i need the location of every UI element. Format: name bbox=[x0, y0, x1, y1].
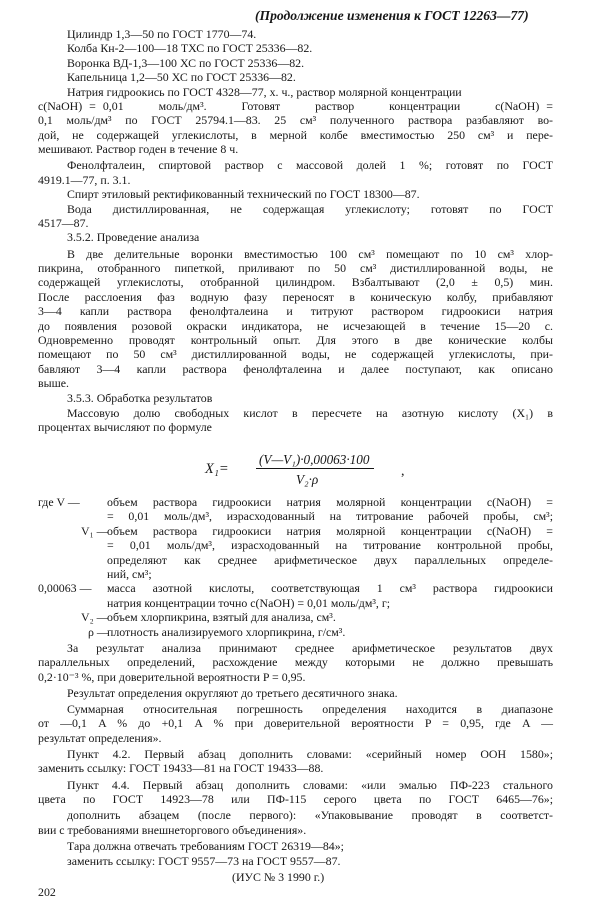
text-line: Суммарная относительная погрешность определения находится в диапазоне bbox=[67, 702, 553, 716]
text-line: За результат анализа принимают среднее арифметическое результатов двух bbox=[67, 640, 553, 655]
text-line: дополнить абзацем (после первого): «Упаковывание проводят в соответст- bbox=[67, 807, 553, 822]
text-line: мешивают. Раствор годен в течение 8 ч. bbox=[38, 142, 239, 157]
text-line: Массовую долю свободных кислот в пересчете на азотную кислоту (X₁) в bbox=[67, 405, 553, 420]
text-line: заменить ссылку: ГОСТ 19433—81 на ГОСТ 19433—88. bbox=[38, 761, 324, 776]
where-label: V₂ — bbox=[81, 610, 109, 625]
text-line: Спирт этиловый ректификованный технический по ГОСТ 18300—87. bbox=[67, 187, 420, 202]
where-label: ρ — bbox=[88, 624, 109, 639]
text-line: 4919.1—77, п. 3.1. bbox=[38, 172, 131, 187]
formula-numerator: (V—V₁)·0,00063·100 bbox=[259, 451, 370, 467]
text-line: Пункт 4.2. Первый абзац дополнить словами: «серийный номер ООН 1580»; bbox=[67, 747, 553, 761]
text-line: от —0,1 A % до +0,1 A % при доверительной вероятности P = 0,95, где A — bbox=[38, 716, 553, 731]
text-line: В две делительные воронки вместимостью 100 см³ помещают по 10 см³ хлор- bbox=[67, 246, 553, 261]
text-line: 3—4 капли раствора фенолфталеина и титруют раствором гидроокиси натрия bbox=[38, 304, 553, 319]
section-title: 3.5.2. Проведение анализа bbox=[67, 230, 200, 245]
apparatus-line: Капельница 1,2—50 ХС по ГОСТ 25336—82. bbox=[67, 70, 296, 85]
where-label: V₁ — bbox=[81, 523, 109, 538]
where-line: объем раствора гидроокиси натрия молярной концентрации c(NaOH) = bbox=[107, 495, 553, 509]
where-line: = 0,01 моль/дм³, израсходованный на титрование контрольной пробы, bbox=[107, 538, 553, 553]
text-line: цвета по ГОСТ 14923—78 или ПФ-115 серого цвета по ГОСТ 6465—76»; bbox=[38, 792, 553, 806]
text-line: бавляют 3—4 капли раствора фенолфталеина и далее поступают, как описано bbox=[38, 361, 553, 376]
where-line: объем хлорпикрина, взятый для анализа, см³. bbox=[107, 610, 336, 625]
text-line: заменить ссылку: ГОСТ 9557—73 на ГОСТ 9557—87. bbox=[67, 854, 341, 868]
text-line: Пункт 4.4. Первый абзац дополнить словами: «или эмалью ПФ-223 стального bbox=[67, 777, 553, 792]
text-line: Натрия гидроокись по ГОСТ 4328—77, х. ч., раствор молярной концентрации bbox=[67, 84, 462, 99]
page-header: (Продолжение изменения к ГОСТ 12263—77) bbox=[255, 8, 529, 23]
where-line: = 0,01 моль/дм³, израсходованный на титрование рабочей пробы, см³; bbox=[107, 509, 553, 524]
ius-note: (ИУС № 3 1990 г.) bbox=[232, 869, 325, 884]
where-label: 0,00063 — bbox=[38, 581, 92, 596]
text-line: Тара должна отвечать требованиям ГОСТ 26319—84»; bbox=[67, 838, 344, 853]
where-line: натрия концентрации точно c(NaOH) = 0,01 моль/дм³, г; bbox=[107, 595, 391, 610]
text-line: Одновременно проводят контрольный опыт. Для этого в две конические колбы bbox=[38, 332, 553, 347]
text-line: процентах вычисляют по формуле bbox=[38, 420, 212, 435]
section-title: 3.5.3. Обработка результатов bbox=[67, 391, 213, 406]
text-line: 4517—87. bbox=[38, 215, 89, 230]
where-label: где V — bbox=[38, 495, 80, 509]
apparatus-line: Цилиндр 1,3—50 по ГОСТ 1770—74. bbox=[67, 26, 257, 41]
formula-lhs: X₁= bbox=[205, 460, 229, 477]
text-line: После расслоения фаз водную фазу переносят в коническую колбу, прибавляют bbox=[38, 289, 553, 304]
text-line: дой, не содержащей углекислоты, в мерной колбе вместимостью 250 см³ и пере- bbox=[38, 127, 553, 142]
where-line: масса азотной кислоты, соответствующая 1 см³ раствора гидроокиси bbox=[107, 581, 553, 596]
text-line: выше. bbox=[38, 376, 69, 391]
formula-denominator: V₂·ρ bbox=[296, 471, 319, 487]
text-line: результат определения». bbox=[38, 730, 162, 745]
where-line: определяют как среднее арифметическое двух параллельных определе- bbox=[107, 552, 553, 567]
formula-tail: , bbox=[401, 463, 405, 479]
text-line: c(NaOH) = 0,01 моль/дм³. Готовят раствор концентрации c(NaOH) = bbox=[38, 98, 553, 113]
where-line: объем раствора гидроокиси натрия молярной концентрации c(NaOH) = bbox=[107, 523, 553, 538]
apparatus-line: Воронка ВД-1,3—100 ХС по ГОСТ 25336—82. bbox=[67, 55, 305, 70]
fraction-bar bbox=[256, 468, 374, 469]
text-line: Результат определения округляют до третьего десятичного знака. bbox=[67, 685, 398, 700]
apparatus-line: Колба Кн-2—100—18 ТХС по ГОСТ 25336—82. bbox=[67, 41, 313, 56]
page-number: 202 bbox=[38, 885, 56, 899]
text-line: вии с требованиями внешнеторгового объединения». bbox=[38, 823, 307, 837]
text-line: 0,2·10⁻³ %, при доверительной вероятности P = 0,95. bbox=[38, 669, 306, 684]
where-line: ний, см³; bbox=[107, 567, 152, 581]
where-line: плотность анализируемого хлорпикрина, г/см³. bbox=[107, 624, 346, 639]
text-line: содержащей углекислоты, отобранной цилиндром. Взбалтывают (2,0 ± 0,5) мин. bbox=[38, 275, 553, 290]
text-line: пикрина, отобранного пипеткой, приливают по 50 см³ дистиллированной воды, не bbox=[38, 260, 553, 275]
text-line: помещают по 50 см³ дистиллированной воды, не содержащей углекислоты, при- bbox=[38, 347, 553, 362]
text-line: параллельных определений, расхождение между которыми не должно превышать bbox=[38, 655, 553, 670]
text-line: Вода дистиллированная, не содержащая углекислоту; готовят по ГОСТ bbox=[67, 201, 553, 216]
text-line: Фенолфталеин, спиртовой раствор с массовой долей 1 %; готовят по ГОСТ bbox=[67, 158, 553, 173]
text-line: 0,1 моль/дм³ по ГОСТ 25794.1—83. 25 см³ полученного раствора разбавляют во- bbox=[38, 113, 553, 128]
text-line: до появления розовой окраски индикатора, не исчезающей в течение 15—20 с. bbox=[38, 318, 553, 333]
